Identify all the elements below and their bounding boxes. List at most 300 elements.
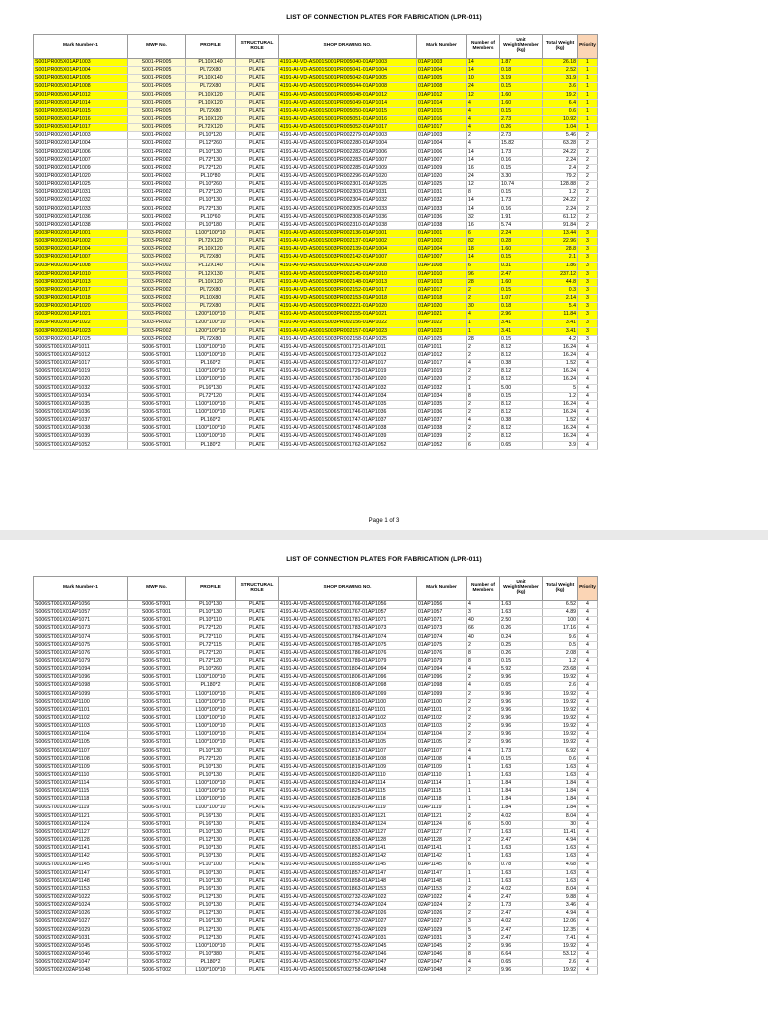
cell-structural-role: PLATE — [236, 747, 279, 755]
cell-number-of-members: 1 — [467, 384, 500, 392]
cell-unit-weight: 10.74 — [500, 181, 543, 189]
cell-number-of-members: 2 — [467, 942, 500, 950]
cell-structural-role: PLATE — [236, 682, 279, 690]
cell-mwp-no: S006-ST001 — [128, 763, 186, 771]
cell-shop-drawing-no: 4191-AI-VD-AS001S006ST001851-01AP1141 — [279, 845, 417, 853]
table-row — [34, 885, 598, 893]
cell-profile: PL72X120 — [186, 124, 236, 132]
cell-total-weight: 0.6 — [543, 755, 578, 763]
table-row — [34, 384, 598, 392]
cell-mark-number: 01AP1019 — [417, 368, 467, 376]
cell-number-of-members: 2 — [467, 967, 500, 975]
cell-unit-weight: 1.84 — [500, 804, 543, 812]
cell-mwp-no: S006-ST001 — [128, 633, 186, 641]
cell-mwp-no: S006-ST001 — [128, 771, 186, 779]
cell-mark-number-1: S006ST001X01AP1019 — [34, 368, 128, 376]
cell-shop-drawing-no: 4191-AI-VD-AS001S006ST001825-01AP1115 — [279, 788, 417, 796]
cell-profile: PL12*130 — [186, 926, 236, 934]
cell-mwp-no: S003-PR002 — [128, 278, 186, 286]
cell-total-weight: 1.84 — [543, 780, 578, 788]
table-row — [34, 229, 598, 237]
cell-total-weight: 23.68 — [543, 666, 578, 674]
cell-unit-weight: 0.78 — [500, 861, 543, 869]
cell-profile: PL72X80 — [186, 67, 236, 75]
cell-unit-weight: 1.73 — [500, 148, 543, 156]
cell-structural-role: PLATE — [236, 828, 279, 836]
cell-mark-number: 01AP1098 — [417, 682, 467, 690]
cell-number-of-members: 14 — [467, 67, 500, 75]
cell-shop-drawing-no: 4191-AI-VD-AS001S006ST001748-01AP1038 — [279, 425, 417, 433]
cell-unit-weight: 9.96 — [500, 698, 543, 706]
cell-mark-number: 01AP1004 — [417, 140, 467, 148]
cell-mark-number-1: S006ST001X01AP1094 — [34, 666, 128, 674]
cell-profile: PL72*120 — [186, 189, 236, 197]
table-row — [34, 132, 598, 140]
cell-total-weight: 4.68 — [543, 861, 578, 869]
cell-profile: PL10*130 — [186, 853, 236, 861]
cell-mark-number-1: S001PR002X01AP1031 — [34, 189, 128, 197]
cell-shop-drawing-no: 4191-AI-VD-AS001S003PR002139-01AP1004 — [279, 246, 417, 254]
cell-shop-drawing-no: 4191-AI-VD-AS001S006ST001729-01AP1019 — [279, 368, 417, 376]
cell-total-weight: 100 — [543, 617, 578, 625]
cell-profile: PL10*130 — [186, 828, 236, 836]
cell-mark-number: 01AP1004 — [417, 67, 467, 75]
table-row — [34, 837, 598, 845]
cell-profile: PL10*260 — [186, 181, 236, 189]
cell-mark-number: 02AP1029 — [417, 926, 467, 934]
cell-structural-role: PLATE — [236, 934, 279, 942]
cell-mwp-no: S001-PR005 — [128, 115, 186, 123]
cell-unit-weight: 0.38 — [500, 417, 543, 425]
cell-shop-drawing-no: 4191-AI-VD-AS001S003PR002143-01AP1008 — [279, 262, 417, 270]
cell-priority: 2 — [578, 189, 598, 197]
table-row — [34, 254, 598, 262]
cell-structural-role: PLATE — [236, 286, 279, 294]
cell-unit-weight: 4.02 — [500, 885, 543, 893]
cell-mark-number-1: S003PR002X01AP1023 — [34, 327, 128, 335]
cell-unit-weight: 2.96 — [500, 311, 543, 319]
cell-mark-number-1: S001PR002X01AP1006 — [34, 148, 128, 156]
table-row — [34, 780, 598, 788]
cell-mwp-no: S006-ST002 — [128, 951, 186, 959]
cell-total-weight: 1.84 — [543, 796, 578, 804]
cell-shop-drawing-no: 4191-AI-VD-AS001S006ST001831-01AP1121 — [279, 812, 417, 820]
cell-priority: 2 — [578, 181, 598, 189]
cell-unit-weight: 9.96 — [500, 706, 543, 714]
cell-mark-number: 01AP1115 — [417, 788, 467, 796]
cell-mark-number-1: S006ST001X01AP1118 — [34, 796, 128, 804]
cell-structural-role: PLATE — [236, 771, 279, 779]
cell-total-weight: 2.6 — [543, 682, 578, 690]
cell-structural-role: PLATE — [236, 343, 279, 351]
cell-shop-drawing-no: 4191-AI-VD-AS001S003PR002157-01AP1023 — [279, 327, 417, 335]
cell-number-of-members: 1 — [467, 796, 500, 804]
cell-mark-number-1: S006ST001X01AP1020 — [34, 376, 128, 384]
cell-structural-role: PLATE — [236, 213, 279, 221]
cell-unit-weight: 8.12 — [500, 409, 543, 417]
cell-number-of-members: 5 — [467, 926, 500, 934]
cell-mwp-no: S006-ST001 — [128, 674, 186, 682]
cell-priority: 2 — [578, 132, 598, 140]
cell-profile: PL72X80 — [186, 286, 236, 294]
cell-structural-role: PLATE — [236, 780, 279, 788]
cell-shop-drawing-no: 4191-AI-VD-AS001S006ST001727-01AP1017 — [279, 360, 417, 368]
cell-priority: 4 — [578, 649, 598, 657]
cell-structural-role: PLATE — [236, 698, 279, 706]
cell-mark-number: 01AP1039 — [417, 433, 467, 441]
cell-mark-number: 02AP1024 — [417, 902, 467, 910]
cell-mwp-no: S006-ST002 — [128, 926, 186, 934]
table-row — [34, 771, 598, 779]
cell-mark-number: 01AP1124 — [417, 820, 467, 828]
cell-unit-weight: 3.41 — [500, 327, 543, 335]
cell-mark-number: 01AP1145 — [417, 861, 467, 869]
cell-total-weight: 1.2 — [543, 189, 578, 197]
cell-number-of-members: 2 — [467, 376, 500, 384]
cell-unit-weight: 9.96 — [500, 942, 543, 950]
cell-structural-role: PLATE — [236, 262, 279, 270]
cell-mark-number-1: S001PR005X01AP1016 — [34, 115, 128, 123]
cell-mark-number-1: S006ST002X02AP1046 — [34, 951, 128, 959]
cell-unit-weight: 0.38 — [500, 360, 543, 368]
cell-shop-drawing-no: 4191-AI-VD-AS001S006ST001814-01AP1104 — [279, 731, 417, 739]
table-row — [34, 674, 598, 682]
cell-priority: 2 — [578, 140, 598, 148]
column-header-profile: PROFILE — [186, 35, 236, 59]
cell-mark-number-1: S006ST002X02AP1047 — [34, 959, 128, 967]
table-row — [34, 690, 598, 698]
cell-shop-drawing-no: 4191-AI-VD-AS001S003PR002142-01AP1007 — [279, 254, 417, 262]
cell-mwp-no: S006-ST001 — [128, 739, 186, 747]
cell-shop-drawing-no: 4191-AI-VD-AS001S006ST001857-01AP1147 — [279, 869, 417, 877]
cell-mark-number-1: S001PR005X01AP1012 — [34, 91, 128, 99]
table-row — [34, 172, 598, 180]
cell-mark-number: 01AP1020 — [417, 172, 467, 180]
cell-shop-drawing-no: 4191-AI-VD-AS001S006ST001810-01AP1100 — [279, 698, 417, 706]
cell-mwp-no: S006-ST001 — [128, 828, 186, 836]
table-row — [34, 633, 598, 641]
cell-mwp-no: S001-PR005 — [128, 99, 186, 107]
cell-total-weight: 16.24 — [543, 433, 578, 441]
cell-mwp-no: S006-ST001 — [128, 820, 186, 828]
table-row — [34, 115, 598, 123]
cell-mark-number: 01AP1031 — [417, 189, 467, 197]
cell-total-weight: 4.89 — [543, 609, 578, 617]
cell-number-of-members: 2 — [467, 286, 500, 294]
cell-shop-drawing-no: 4191-AI-VD-AS001S006ST002757-02AP1047 — [279, 959, 417, 967]
cell-number-of-members: 14 — [467, 254, 500, 262]
cell-mwp-no: S006-ST001 — [128, 885, 186, 893]
table-row — [34, 967, 598, 975]
cell-mark-number: 01AP1025 — [417, 335, 467, 343]
cell-profile: L100*100*10 — [186, 425, 236, 433]
column-header-profile: PROFILE — [186, 577, 236, 601]
cell-shop-drawing-no: 4191-AI-VD-AS001S006ST001811-01AP1101 — [279, 706, 417, 714]
cell-priority: 3 — [578, 286, 598, 294]
cell-priority: 4 — [578, 609, 598, 617]
cell-unit-weight: 2.73 — [500, 115, 543, 123]
cell-profile: PL160*2 — [186, 417, 236, 425]
cell-mark-number: 01AP1142 — [417, 853, 467, 861]
cell-number-of-members: 40 — [467, 633, 500, 641]
table-row — [34, 755, 598, 763]
cell-mark-number: 01AP1014 — [417, 99, 467, 107]
table-row — [34, 392, 598, 400]
cell-number-of-members: 8 — [467, 649, 500, 657]
cell-mark-number: 01AP1073 — [417, 625, 467, 633]
cell-structural-role: PLATE — [236, 107, 279, 115]
cell-mark-number-1: S006ST001X01AP1034 — [34, 392, 128, 400]
cell-profile: L100*100*10 — [186, 343, 236, 351]
cell-structural-role: PLATE — [236, 739, 279, 747]
cell-priority: 3 — [578, 270, 598, 278]
cell-unit-weight: 2.50 — [500, 617, 543, 625]
cell-unit-weight: 0.24 — [500, 633, 543, 641]
table-row — [34, 698, 598, 706]
table-row — [34, 213, 598, 221]
cell-structural-role: PLATE — [236, 804, 279, 812]
cell-total-weight: 1.84 — [543, 804, 578, 812]
cell-mark-number-1: S003PR002X01AP1013 — [34, 278, 128, 286]
cell-mark-number-1: S006ST001X01AP1145 — [34, 861, 128, 869]
cell-number-of-members: 1 — [467, 845, 500, 853]
table-row — [34, 376, 598, 384]
cell-unit-weight: 0.26 — [500, 124, 543, 132]
cell-number-of-members: 2 — [467, 698, 500, 706]
cell-total-weight: 1.63 — [543, 869, 578, 877]
cell-structural-role: PLATE — [236, 254, 279, 262]
cell-unit-weight: 2.47 — [500, 926, 543, 934]
cell-mark-number-1: S001PR002X01AP1007 — [34, 156, 128, 164]
cell-priority: 4 — [578, 934, 598, 942]
cell-profile: L100*100*10 — [186, 714, 236, 722]
cell-profile: PL72*120 — [186, 164, 236, 172]
cell-structural-role: PLATE — [236, 812, 279, 820]
cell-mwp-no: S006-ST001 — [128, 409, 186, 417]
table-row — [34, 156, 598, 164]
cell-shop-drawing-no: 4191-AI-VD-AS001S001PR002301-01AP1025 — [279, 181, 417, 189]
cell-unit-weight: 1.84 — [500, 796, 543, 804]
cell-number-of-members: 2 — [467, 902, 500, 910]
cell-unit-weight: 4.02 — [500, 918, 543, 926]
cell-unit-weight: 0.15 — [500, 286, 543, 294]
table-row — [34, 657, 598, 665]
cell-priority: 2 — [578, 205, 598, 213]
cell-priority: 4 — [578, 942, 598, 950]
cell-structural-role: PLATE — [236, 633, 279, 641]
cell-shop-drawing-no: 4191-AI-VD-AS001S006ST001766-01AP1056 — [279, 601, 417, 609]
cell-priority: 4 — [578, 837, 598, 845]
cell-priority: 1 — [578, 107, 598, 115]
cell-mark-number: 01AP1008 — [417, 262, 467, 270]
cell-structural-role: PLATE — [236, 951, 279, 959]
cell-shop-drawing-no: 4191-AI-VD-AS001S006ST002755-02AP1045 — [279, 942, 417, 950]
cell-unit-weight: 1.60 — [500, 278, 543, 286]
cell-shop-drawing-no: 4191-AI-VD-AS001S006ST001855-01AP1145 — [279, 861, 417, 869]
cell-unit-weight: 2.73 — [500, 132, 543, 140]
column-header-shop-drawing-no: SHOP DRAWING NO. — [279, 577, 417, 601]
cell-unit-weight: 5.00 — [500, 820, 543, 828]
cell-mark-number: 02AP1027 — [417, 918, 467, 926]
cell-shop-drawing-no: 4191-AI-VD-AS001S006ST001742-01AP1032 — [279, 384, 417, 392]
cell-mwp-no: S003-PR002 — [128, 254, 186, 262]
table-row — [34, 400, 598, 408]
cell-total-weight: 9.6 — [543, 633, 578, 641]
column-header-total-weight: Total Weight (kg) — [543, 577, 578, 601]
cell-mark-number: 01AP1003 — [417, 132, 467, 140]
cell-number-of-members: 1 — [467, 319, 500, 327]
cell-total-weight: 24.22 — [543, 148, 578, 156]
column-header-mark-number-1: Mark Number-1 — [34, 35, 128, 59]
cell-mark-number-1: S003PR002X01AP1002 — [34, 238, 128, 246]
cell-structural-role: PLATE — [236, 649, 279, 657]
cell-shop-drawing-no: 4191-AI-VD-AS001S001PR002308-01AP1036 — [279, 213, 417, 221]
cell-mark-number: 01AP1108 — [417, 755, 467, 763]
cell-structural-role: PLATE — [236, 845, 279, 853]
cell-mwp-no: S006-ST001 — [128, 780, 186, 788]
cell-structural-role: PLATE — [236, 755, 279, 763]
cell-total-weight: 6.92 — [543, 747, 578, 755]
cell-mark-number-1: S006ST001X01AP1011 — [34, 343, 128, 351]
table-row — [34, 894, 598, 902]
cell-mwp-no: S006-ST001 — [128, 731, 186, 739]
table-row — [34, 942, 598, 950]
cell-priority: 4 — [578, 376, 598, 384]
cell-mark-number-1: S006ST002X02AP1029 — [34, 926, 128, 934]
cell-shop-drawing-no: 4191-AI-VD-AS001S001PR005051-01AP1016 — [279, 115, 417, 123]
cell-number-of-members: 4 — [467, 959, 500, 967]
cell-profile: PL10X120 — [186, 246, 236, 254]
cell-profile: L100*100*10 — [186, 796, 236, 804]
cell-mark-number-1: S001PR002X01AP1004 — [34, 140, 128, 148]
cell-priority: 4 — [578, 409, 598, 417]
cell-mwp-no: S006-ST001 — [128, 625, 186, 633]
cell-priority: 3 — [578, 319, 598, 327]
cell-mwp-no: S003-PR002 — [128, 286, 186, 294]
cell-number-of-members: 12 — [467, 91, 500, 99]
cell-unit-weight: 1.91 — [500, 213, 543, 221]
cell-mark-number: 01AP1032 — [417, 197, 467, 205]
cell-mark-number-1: S001PR002X01AP1020 — [34, 172, 128, 180]
cell-mark-number: 01AP1103 — [417, 723, 467, 731]
cell-mwp-no: S006-ST001 — [128, 869, 186, 877]
cell-structural-role: PLATE — [236, 910, 279, 918]
cell-mark-number-1: S003PR002X01AP1004 — [34, 246, 128, 254]
cell-total-weight: 13.44 — [543, 229, 578, 237]
cell-mark-number-1: S001PR002X01AP1033 — [34, 205, 128, 213]
table-row — [34, 189, 598, 197]
document-page-2 — [0, 540, 768, 1024]
cell-total-weight: 1.84 — [543, 788, 578, 796]
table-row — [34, 682, 598, 690]
cell-mark-number: 01AP1107 — [417, 747, 467, 755]
cell-unit-weight: 9.96 — [500, 967, 543, 975]
cell-mwp-no: S006-ST001 — [128, 755, 186, 763]
cell-profile: PL72X80 — [186, 335, 236, 343]
cell-profile: PL10X140 — [186, 59, 236, 67]
cell-structural-role: PLATE — [236, 625, 279, 633]
cell-number-of-members: 1 — [467, 327, 500, 335]
cell-mwp-no: S006-ST001 — [128, 804, 186, 812]
cell-number-of-members: 2 — [467, 400, 500, 408]
cell-mwp-no: S006-ST001 — [128, 812, 186, 820]
cell-mark-number-1: S003PR002X01AP1025 — [34, 335, 128, 343]
cell-total-weight: 1.63 — [543, 763, 578, 771]
cell-total-weight: 1.2 — [543, 392, 578, 400]
cell-shop-drawing-no: 4191-AI-VD-AS001S001PR005040-01AP1003 — [279, 59, 417, 67]
cell-shop-drawing-no: 4191-AI-VD-AS001S006ST001730-01AP1020 — [279, 376, 417, 384]
cell-mwp-no: S006-ST001 — [128, 698, 186, 706]
cell-structural-role: PLATE — [236, 278, 279, 286]
cell-mwp-no: S006-ST001 — [128, 433, 186, 441]
cell-number-of-members: 14 — [467, 197, 500, 205]
cell-shop-drawing-no: 4191-AI-VD-AS001S001PR002283-01AP1007 — [279, 156, 417, 164]
cell-mark-number-1: S006ST001X01AP1035 — [34, 400, 128, 408]
table-row — [34, 181, 598, 189]
cell-priority: 2 — [578, 148, 598, 156]
cell-number-of-members: 3 — [467, 934, 500, 942]
cell-total-weight: 63.28 — [543, 140, 578, 148]
cell-total-weight: 24.22 — [543, 197, 578, 205]
cell-structural-role: PLATE — [236, 853, 279, 861]
cell-total-weight: 16.24 — [543, 343, 578, 351]
cell-profile: L100*100*10 — [186, 731, 236, 739]
table-row — [34, 140, 598, 148]
cell-total-weight: 1.52 — [543, 417, 578, 425]
cell-priority: 4 — [578, 967, 598, 975]
cell-mark-number: 01AP1003 — [417, 59, 467, 67]
column-header-mwp-no: MWP No. — [128, 35, 186, 59]
cell-total-weight: 79.2 — [543, 172, 578, 180]
cell-structural-role: PLATE — [236, 617, 279, 625]
cell-unit-weight: 1.63 — [500, 877, 543, 885]
cell-profile: PL16*130 — [186, 918, 236, 926]
cell-shop-drawing-no: 4191-AI-VD-AS001S006ST002737-02AP1027 — [279, 918, 417, 926]
cell-shop-drawing-no: 4191-AI-VD-AS001S003PR002137-01AP1002 — [279, 238, 417, 246]
cell-structural-role: PLATE — [236, 609, 279, 617]
cell-mwp-no: S006-ST001 — [128, 657, 186, 665]
cell-shop-drawing-no: 4191-AI-VD-AS001S006ST001804-01AP1094 — [279, 666, 417, 674]
cell-number-of-members: 18 — [467, 246, 500, 254]
cell-mwp-no: S001-PR005 — [128, 75, 186, 83]
cell-mark-number-1: S006ST002X02AP1031 — [34, 934, 128, 942]
cell-total-weight: 1.63 — [543, 771, 578, 779]
cell-unit-weight: 1.84 — [500, 788, 543, 796]
cell-total-weight: 2.24 — [543, 205, 578, 213]
cell-mark-number: 01AP1004 — [417, 246, 467, 254]
cell-total-weight: 11.84 — [543, 311, 578, 319]
cell-total-weight: 19.92 — [543, 723, 578, 731]
cell-mwp-no: S006-ST001 — [128, 360, 186, 368]
cell-shop-drawing-no: 4191-AI-VD-AS001S001PR002279-01AP1003 — [279, 132, 417, 140]
cell-mark-number-1: S006ST001X01AP1032 — [34, 384, 128, 392]
cell-unit-weight: 9.96 — [500, 690, 543, 698]
cell-priority: 4 — [578, 755, 598, 763]
cell-total-weight: 2.4 — [543, 164, 578, 172]
cell-priority: 4 — [578, 625, 598, 633]
cell-mark-number: 01AP1071 — [417, 617, 467, 625]
cell-mwp-no: S006-ST001 — [128, 400, 186, 408]
cell-number-of-members: 4 — [467, 894, 500, 902]
cell-mark-number-1: S006ST001X01AP1141 — [34, 845, 128, 853]
cell-unit-weight: 9.96 — [500, 674, 543, 682]
cell-profile: L100*100*10 — [186, 409, 236, 417]
cell-structural-role: PLATE — [236, 360, 279, 368]
cell-mark-number-1: S006ST001X01AP1110 — [34, 771, 128, 779]
cell-total-weight: 19.2 — [543, 91, 578, 99]
cell-profile: L100*100*10 — [186, 780, 236, 788]
cell-total-weight: 19.92 — [543, 942, 578, 950]
